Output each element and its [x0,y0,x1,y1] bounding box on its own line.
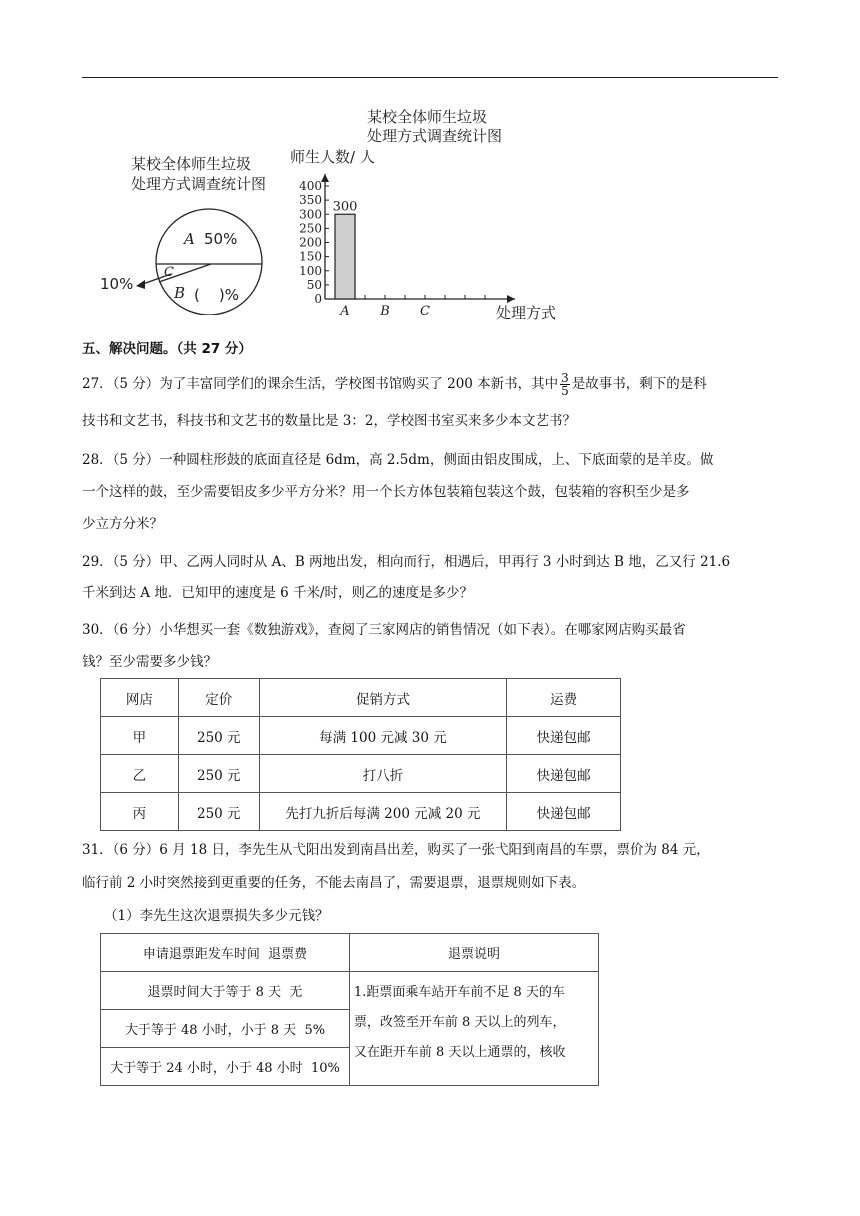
q30-table [100,678,621,831]
q29-line2: 千米到达 A 地．已知甲的速度是 6 千米/时，则乙的速度是多少？ [82,585,474,601]
q27-text-a: 27．（5 分）为了丰富同学们的课余生活，学校图书馆购买了 200 本新书，其中 [82,376,559,392]
bar-A [335,214,355,299]
q31-note-line: 票，改签至开车前 8 天以上的列车， [353,1015,566,1030]
q30-header-row [101,679,621,717]
pie-label-a: A [184,230,195,248]
x-tick-label: C [420,304,430,319]
y-tick-label: 150 [299,249,322,264]
q28-line2: 一个这样的鼓，至少需要铝皮多少平方分米？用一个长方体包装箱包装这个鼓，包装箱的容积至少是多 [82,484,690,500]
q31-line1: 31．（6 分）6 月 18 日，李先生从弋阳出发到南昌出差，购买了一张弋阳到南昌的车票，票价为 84 元， [82,842,710,858]
table-cell: 乙 [101,755,179,793]
table-cell: 每满 100 元减 30 元 [259,717,506,755]
table-row [101,717,621,755]
table-cell: 打八折 [259,755,506,793]
q30-line2: 钱？至少需要多少钱？ [82,654,217,670]
pie-chart [95,205,280,315]
pie-pointer-arrowhead [136,280,145,289]
y-tick-label: 300 [299,207,322,222]
x-axis-arrow [507,295,515,303]
y-tick-label: 250 [299,221,322,236]
table-cell: 先打九折后每满 200 元减 20 元 [259,793,506,831]
pie-label-a-pct: 50% [204,230,238,248]
bar-value-label: 300 [332,199,358,215]
q31-note-line: 1.距票面乘车站开车前不足 8 天的车 [353,985,565,1000]
q28-line1: 28．（5 分）一种圆柱形鼓的底面直径是 6dm，高 2.5dm，侧面由铝皮围成，上、下底面蒙的是羊皮。做 [82,452,714,468]
pie-outer-pct: 10% [100,275,134,293]
q27-line2: 技书和文艺书，科技书和文艺书的数量比是 3：2，学校图书室买来多少本文艺书？ [82,413,576,429]
table-cell: 250 元 [178,717,259,755]
q27-text-b: 是故事书，剩下的是科 [571,376,707,392]
table-cell: 丙 [101,793,179,831]
q28-line3: 少立方分米？ [82,516,163,532]
q31-line2: 临行前 2 小时突然接到更重要的任务，不能去南昌了，需要退票，退票规则如下表。 [82,875,586,891]
q30-header: 运费 [507,679,621,717]
bar-ylabel: 师生人数/ 人 [290,148,375,166]
y-tick-label: 350 [299,193,322,208]
q31-header-right: 退票说明 [349,934,598,972]
bar-title-line2: 处理方式调查统计图 [367,127,503,145]
y-tick-label: 0 [314,292,322,306]
y-tick-label: 100 [299,263,322,278]
q30-header: 网店 [101,679,179,717]
y-tick-label: 200 [299,235,322,250]
q29-line1: 29．（5 分）甲、乙两人同时从 A、B 两地出发，相向而行，相遇后，甲再行 3 小时到达 B 地，乙又行 21.6 [82,554,731,570]
table-row [101,793,621,831]
table-cell: 甲 [101,717,179,755]
bar-xlabel: 处理方式 [496,304,557,322]
pie-title-line1: 某校全体师生垃圾 [131,155,252,173]
pie-label-b-pct: ( )% [194,286,240,304]
table-cell: 退票时间大于等于 8 天 无 [101,972,350,1010]
table-cell: 快递包邮 [507,717,621,755]
q31-header-left: 申请退票距发车时间 退票费 [101,934,350,972]
q27-fraction [560,372,570,397]
q30-header: 定价 [178,679,259,717]
pie-title-line2: 处理方式调查统计图 [131,175,267,193]
table-cell: 快递包邮 [507,755,621,793]
pie-label-c: C [164,265,174,280]
table-cell: 250 元 [178,755,259,793]
q30-line1: 30．（6 分）小华想买一套《数独游戏》，查阅了三家网店的销售情况（如下表）。在哪家网店购买最省 [82,622,686,638]
section-title: 五、解决问题。（共 27 分） [82,341,252,357]
q31-header-row [101,934,599,972]
table-cell: 250 元 [178,793,259,831]
table-cell: 快递包邮 [507,793,621,831]
bar-title-line1: 某校全体师生垃圾 [367,108,488,126]
q31-note-line: 又在距开车前 8 天以上通票的，核收 [353,1045,566,1060]
table-cell: 大于等于 24 小时，小于 48 小时 10% [101,1048,350,1086]
q31-note-cell [349,972,598,1086]
q27-frac-num: 3 [561,371,569,385]
q31-sub1: （1）李先生这次退票损失多少元钱？ [104,908,329,924]
q31-table [100,933,599,1086]
table-row [101,755,621,793]
y-tick-label: 400 [299,179,322,193]
x-tick-label: B [380,304,390,319]
table-cell: 大于等于 48 小时，小于 8 天 5% [101,1010,350,1048]
y-tick-label: 50 [306,277,322,292]
q27-frac-den: 5 [561,384,569,398]
table-row [101,972,599,1010]
y-axis-arrow [321,174,329,182]
header-rule [82,77,778,78]
bar-chart [280,160,530,320]
q30-header: 促销方式 [259,679,506,717]
q27-line1 [82,372,707,397]
x-tick-label: A [340,304,350,319]
pie-label-b: B [174,284,186,302]
